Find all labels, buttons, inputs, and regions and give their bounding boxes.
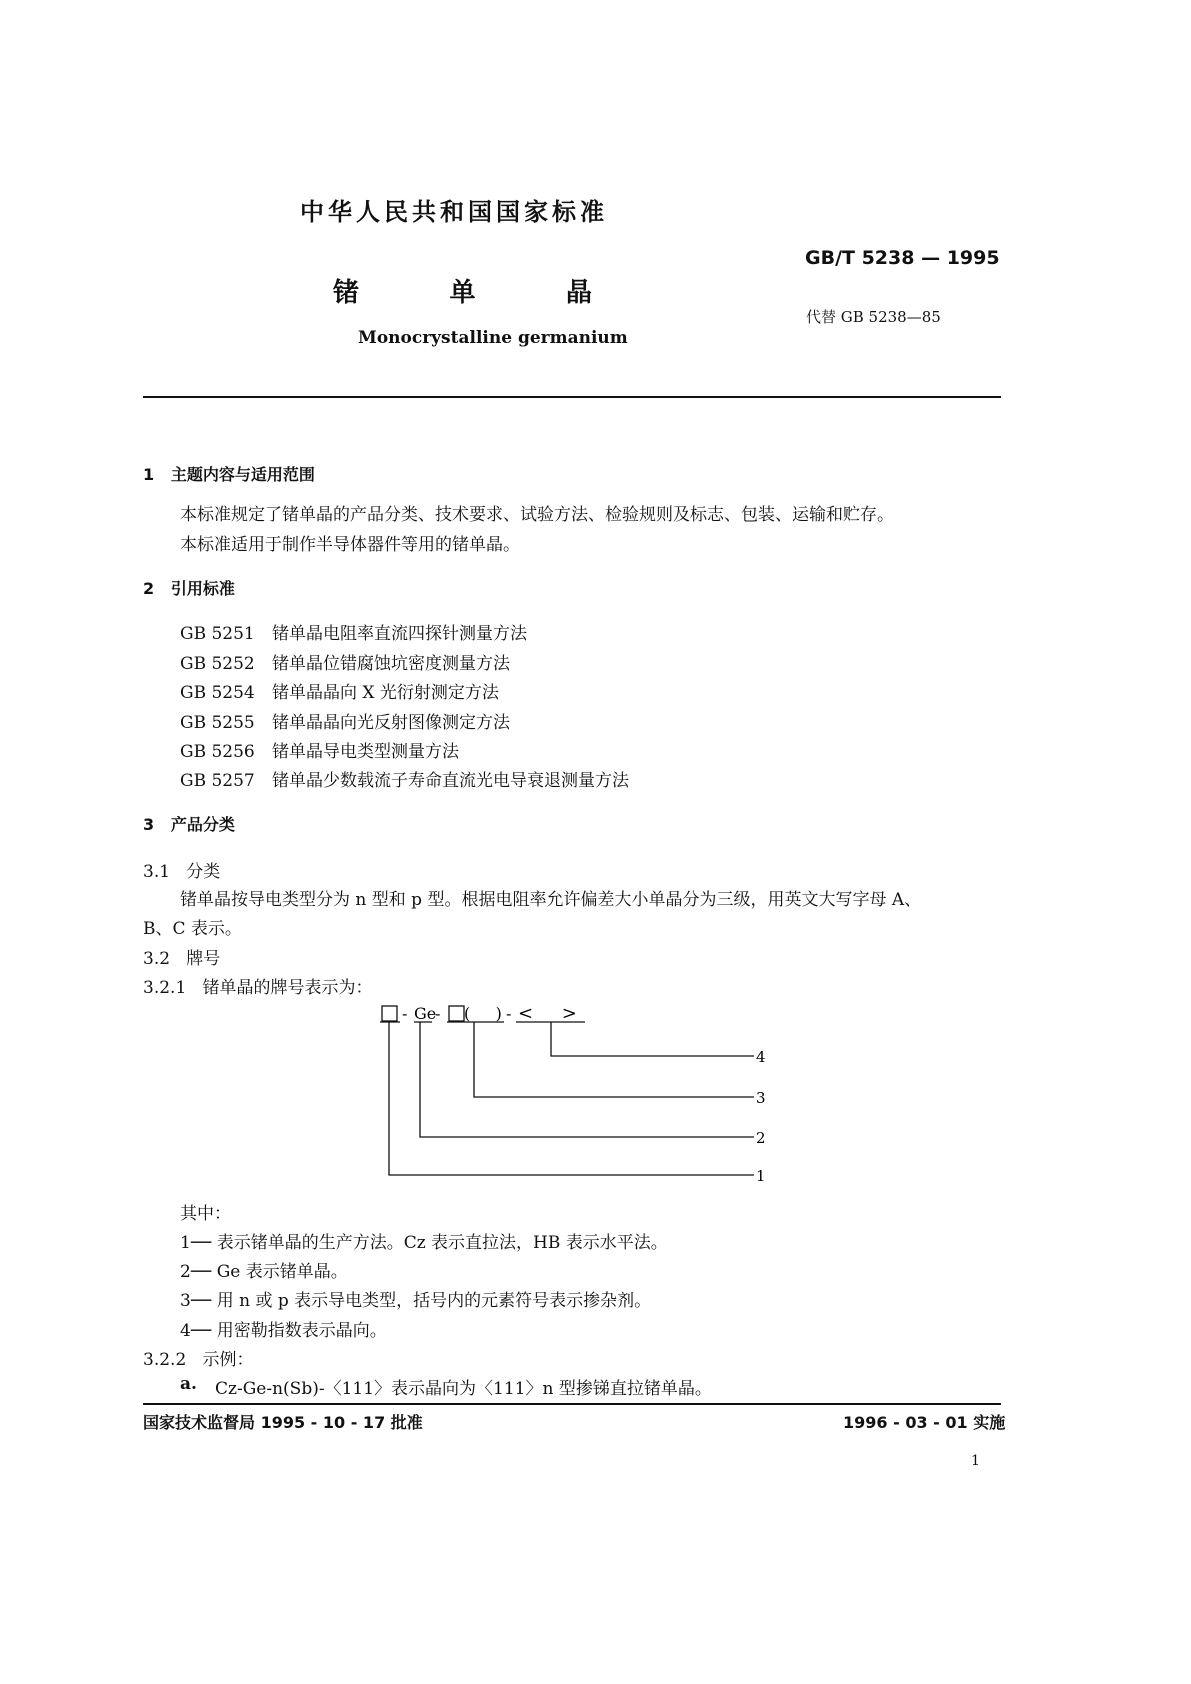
diagram-angle: < >: [518, 1003, 577, 1024]
ref-title: 锗单晶晶向 X 光衍射测定方法: [272, 683, 499, 703]
diagram-label-2: 2: [756, 1129, 766, 1147]
reference-item: [180, 708, 510, 733]
section-1-p2: 本标准适用于制作半导体器件等用的锗单晶。: [180, 535, 520, 555]
legend-item: 1── 表示锗单晶的生产方法。Cz 表示直拉法，HB 表示水平法。: [180, 1233, 668, 1253]
ref-code: GB 5256: [180, 742, 255, 762]
section-1-heading: 1 主题内容与适用范围: [143, 465, 315, 484]
grade-designation-diagram: [370, 1000, 770, 1190]
ref-code: GB 5252: [180, 654, 255, 674]
section-3-1-heading: 3.1 分类: [143, 862, 221, 882]
type-box: [449, 1006, 464, 1021]
section-2-heading: 2 引用标准: [143, 579, 235, 598]
section-1-p1: 本标准规定了锗单晶的产品分类、技术要求、试验方法、检验规则及标志、包装、运输和贮存。: [180, 505, 894, 525]
ref-title: 锗单晶少数载流子寿命直流光电导衰退测量方法: [272, 771, 629, 791]
ref-code: GB 5254: [180, 683, 255, 703]
section-3-2-2-heading: 3.2.2 示例：: [143, 1350, 254, 1370]
standard-code: GB/T 5238 — 1995: [805, 247, 1000, 269]
ref-code: GB 5255: [180, 713, 255, 733]
section-3-1-p2: B、C 表示。: [143, 919, 242, 939]
legend-item: 2── Ge 表示锗单晶。: [180, 1262, 348, 1282]
title-cn: 锗 单 晶: [333, 278, 593, 308]
section-3-2-heading: 3.2 牌号: [143, 949, 221, 969]
diagram-paren: ( ): [464, 1004, 502, 1023]
replaces-note: 代替 GB 5238—85: [806, 308, 941, 326]
section-3-heading: 3 产品分类: [143, 815, 235, 834]
country-standard-heading: 中华人民共和国国家标准: [300, 198, 608, 226]
ref-title: 锗单晶位错腐蚀坑密度测量方法: [272, 654, 510, 674]
reference-item: [180, 619, 527, 644]
reference-item: [180, 678, 499, 703]
where-label: 其中：: [180, 1204, 231, 1224]
ref-title: 锗单晶导电类型测量方法: [272, 742, 459, 762]
approval-date: 国家技术监督局 1995 - 10 - 17 批准: [143, 1413, 423, 1432]
diagram-label-1: 1: [756, 1167, 766, 1185]
ref-title: 锗单晶晶向光反射图像测定方法: [272, 713, 510, 733]
reference-item: [180, 737, 459, 762]
diagram-label-4: 4: [756, 1048, 766, 1066]
ref-code: GB 5257: [180, 771, 255, 791]
diagram-dash: -: [402, 1004, 408, 1023]
legend-item: 4── 用密勒指数表示晶向。: [180, 1321, 387, 1341]
reference-item: [180, 649, 510, 674]
ref-title: 锗单晶电阻率直流四探针测量方法: [272, 624, 527, 644]
example-label: a.: [180, 1374, 197, 1394]
effective-date: 1996 - 03 - 01 实施: [843, 1413, 1006, 1432]
diagram-dash: -: [506, 1004, 512, 1023]
section-3-2-1-heading: 3.2.1 锗单晶的牌号表示为：: [143, 978, 373, 998]
diagram-label-3: 3: [756, 1089, 766, 1107]
example-text: Cz-Ge-n(Sb)-〈111〉表示晶向为〈111〉n 型掺锑直拉锗单晶。: [215, 1379, 712, 1399]
method-box: [382, 1006, 397, 1021]
header-rule: [143, 396, 1001, 398]
ref-code: GB 5251: [180, 624, 255, 644]
diagram-dash: -: [435, 1004, 441, 1023]
page-number: 1: [971, 1453, 980, 1469]
footer-rule: [143, 1403, 1001, 1405]
diagram-ge: Ge: [414, 1004, 437, 1023]
legend-item: 3── 用 n 或 p 表示导电类型，括号内的元素符号表示掺杂剂。: [180, 1291, 652, 1311]
title-en: Monocrystalline germanium: [358, 328, 628, 348]
section-3-1-p1: 锗单晶按导电类型分为 n 型和 p 型。根据电阻率允许偏差大小单晶分为三级，用英文大写字母 A、: [180, 890, 922, 910]
reference-item: [180, 766, 629, 791]
